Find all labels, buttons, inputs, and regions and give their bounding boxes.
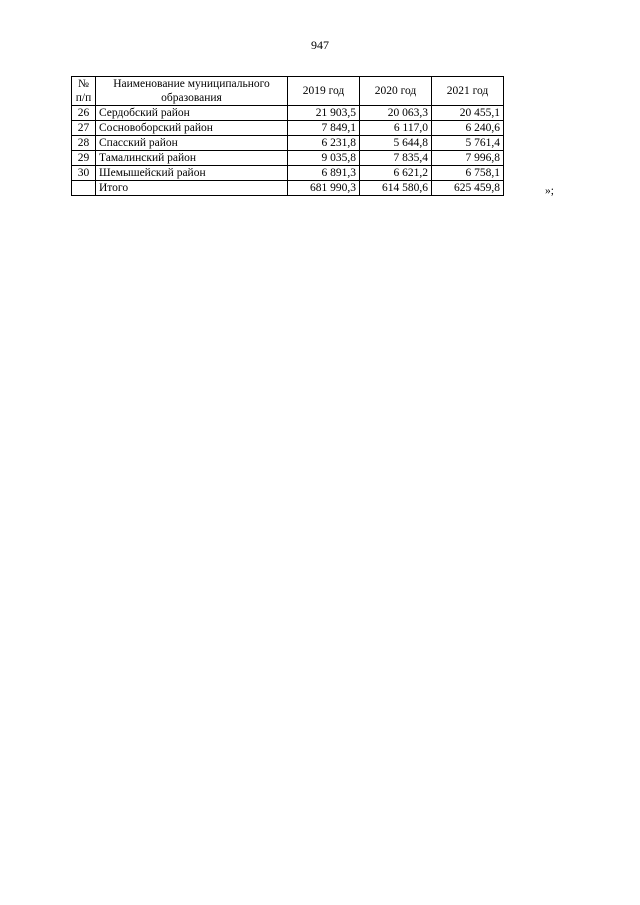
header-year-2019: 2019 год xyxy=(288,77,360,106)
table-total-row xyxy=(72,181,504,196)
table-row xyxy=(72,121,504,136)
row-value-2019: 21 903,5 xyxy=(288,106,360,121)
closing-quote-mark: »; xyxy=(545,185,554,197)
row-municipality-name: Шемышейский район xyxy=(96,166,288,181)
row-value-2019: 7 849,1 xyxy=(288,121,360,136)
row-value-2021: 5 761,4 xyxy=(432,136,504,151)
row-value-2019: 6 231,8 xyxy=(288,136,360,151)
table-row xyxy=(72,136,504,151)
row-value-2019: 9 035,8 xyxy=(288,151,360,166)
total-label: Итого xyxy=(96,181,288,196)
row-value-2021: 6 758,1 xyxy=(432,166,504,181)
header-year-2020: 2020 год xyxy=(360,77,432,106)
total-value-2019: 681 990,3 xyxy=(288,181,360,196)
row-value-2020: 20 063,3 xyxy=(360,106,432,121)
row-number: 27 xyxy=(72,121,96,136)
table-row xyxy=(72,166,504,181)
row-value-2020: 6 117,0 xyxy=(360,121,432,136)
row-municipality-name: Спасский район xyxy=(96,136,288,151)
row-municipality-name: Сердобский район xyxy=(96,106,288,121)
row-value-2020: 7 835,4 xyxy=(360,151,432,166)
row-number: 28 xyxy=(72,136,96,151)
row-value-2020: 5 644,8 xyxy=(360,136,432,151)
row-number: 29 xyxy=(72,151,96,166)
table-row xyxy=(72,106,504,121)
row-value-2021: 20 455,1 xyxy=(432,106,504,121)
header-municipality-name: Наименование муниципального образования xyxy=(96,77,288,106)
row-value-2021: 6 240,6 xyxy=(432,121,504,136)
table-header-row xyxy=(72,77,504,106)
page-number: 947 xyxy=(311,38,329,52)
total-value-2021: 625 459,8 xyxy=(432,181,504,196)
budget-table xyxy=(71,76,504,196)
row-number: 26 xyxy=(72,106,96,121)
row-value-2020: 6 621,2 xyxy=(360,166,432,181)
row-municipality-name: Тамалинский район xyxy=(96,151,288,166)
table-row xyxy=(72,151,504,166)
row-value-2019: 6 891,3 xyxy=(288,166,360,181)
total-value-2020: 614 580,6 xyxy=(360,181,432,196)
header-year-2021: 2021 год xyxy=(432,77,504,106)
row-number: 30 xyxy=(72,166,96,181)
header-number: № п/п xyxy=(72,77,96,106)
row-municipality-name: Сосновоборский район xyxy=(96,121,288,136)
row-value-2021: 7 996,8 xyxy=(432,151,504,166)
total-number xyxy=(72,181,96,196)
